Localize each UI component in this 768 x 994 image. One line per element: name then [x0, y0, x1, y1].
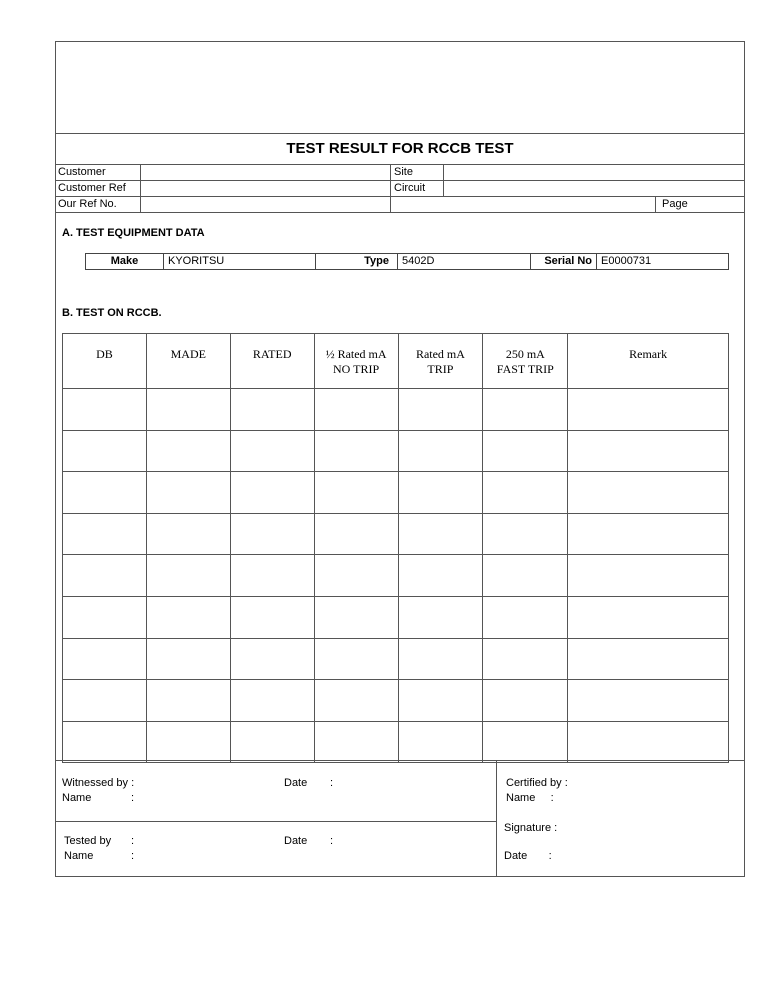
- rccb-test-table: [62, 333, 729, 763]
- table-cell[interactable]: [230, 389, 314, 431]
- table-row: [63, 430, 729, 472]
- table-cell[interactable]: [483, 555, 568, 597]
- table-cell[interactable]: [146, 472, 230, 514]
- table-cell[interactable]: [63, 430, 147, 472]
- table-cell[interactable]: [63, 555, 147, 597]
- column-header-text: 250 mA: [505, 347, 545, 361]
- table-cell[interactable]: [483, 680, 568, 722]
- customer-ref-label: Customer Ref: [58, 182, 126, 194]
- table-cell[interactable]: [568, 596, 729, 638]
- column-header: [63, 334, 147, 389]
- circuit-label: Circuit: [394, 182, 426, 194]
- customer-label: Customer: [58, 166, 106, 178]
- table-row: [63, 555, 729, 597]
- equipment-table: [85, 253, 729, 270]
- witness-date-label: Date: [284, 777, 308, 789]
- table-cell[interactable]: [314, 472, 398, 514]
- column-header-text: RATED: [252, 347, 292, 361]
- table-cell[interactable]: [146, 555, 230, 597]
- table-cell[interactable]: [483, 389, 568, 431]
- table-cell[interactable]: [314, 555, 398, 597]
- table-cell[interactable]: [314, 721, 398, 763]
- column-header: [398, 334, 483, 389]
- colon: :: [131, 792, 135, 804]
- table-cell[interactable]: [398, 389, 483, 431]
- table-cell[interactable]: [230, 430, 314, 472]
- table-cell[interactable]: [146, 513, 230, 555]
- table-cell[interactable]: [230, 472, 314, 514]
- table-cell[interactable]: [63, 389, 147, 431]
- table-cell[interactable]: [568, 513, 729, 555]
- table-row: [63, 721, 729, 763]
- colon: :: [131, 850, 135, 862]
- section-b-title: B. TEST ON RCCB.: [62, 307, 162, 319]
- colon: :: [330, 835, 334, 847]
- table-cell[interactable]: [230, 721, 314, 763]
- table-cell[interactable]: [146, 638, 230, 680]
- table-cell[interactable]: [63, 638, 147, 680]
- page-label: Page: [662, 198, 688, 210]
- serial-label: Serial No: [531, 254, 597, 269]
- table-row: [63, 638, 729, 680]
- type-label: Type: [316, 254, 398, 269]
- table-cell[interactable]: [483, 596, 568, 638]
- column-header-text: TRIP: [427, 362, 454, 376]
- witness-name-label: Name: [62, 792, 92, 804]
- column-header-text: MADE: [170, 347, 206, 361]
- table-cell[interactable]: [568, 389, 729, 431]
- page-title: TEST RESULT FOR RCCB TEST: [286, 140, 514, 157]
- column-header-text: FAST TRIP: [496, 362, 554, 376]
- table-cell[interactable]: [568, 680, 729, 722]
- table-cell[interactable]: [314, 430, 398, 472]
- signature-label: Signature :: [504, 822, 558, 834]
- table-cell[interactable]: [398, 555, 483, 597]
- table-cell[interactable]: [568, 430, 729, 472]
- table-cell[interactable]: [398, 513, 483, 555]
- table-cell[interactable]: [398, 680, 483, 722]
- colon: :: [131, 835, 135, 847]
- column-header: [314, 334, 398, 389]
- make-value: KYORITSU: [164, 254, 316, 269]
- table-cell[interactable]: [63, 472, 147, 514]
- table-cell[interactable]: [146, 721, 230, 763]
- type-value: 5402D: [398, 254, 531, 269]
- table-cell[interactable]: [230, 680, 314, 722]
- make-label: Make: [86, 254, 164, 269]
- table-cell[interactable]: [398, 430, 483, 472]
- table-cell[interactable]: [568, 721, 729, 763]
- column-header-text: DB: [96, 347, 113, 361]
- table-row: [63, 472, 729, 514]
- table-cell[interactable]: [314, 680, 398, 722]
- table-cell[interactable]: [568, 472, 729, 514]
- tested-name-label: Name: [64, 850, 94, 862]
- table-cell[interactable]: [230, 555, 314, 597]
- certified-by-label: Certified by :: [506, 777, 568, 789]
- table-cell[interactable]: [146, 389, 230, 431]
- column-header-text: Rated mA: [415, 347, 465, 361]
- certified-date-label: Date :: [504, 850, 552, 862]
- table-row: [63, 389, 729, 431]
- table-cell[interactable]: [568, 555, 729, 597]
- table-cell[interactable]: [230, 638, 314, 680]
- witnessed-by-label: Witnessed by :: [62, 777, 135, 789]
- section-a-title: A. TEST EQUIPMENT DATA: [62, 227, 205, 239]
- table-cell[interactable]: [483, 721, 568, 763]
- column-header: [483, 334, 568, 389]
- certified-name-label: Name :: [506, 792, 554, 804]
- table-cell[interactable]: [314, 638, 398, 680]
- table-cell[interactable]: [483, 430, 568, 472]
- table-row: [63, 596, 729, 638]
- table-cell[interactable]: [314, 513, 398, 555]
- column-header-text: Remark: [629, 347, 668, 361]
- serial-value: E0000731: [601, 255, 652, 267]
- table-cell[interactable]: [63, 513, 147, 555]
- table-cell[interactable]: [63, 721, 147, 763]
- table-row: [63, 680, 729, 722]
- column-header: [568, 334, 729, 389]
- table-cell[interactable]: [398, 596, 483, 638]
- table-cell[interactable]: [146, 430, 230, 472]
- colon: :: [330, 777, 334, 789]
- table-cell[interactable]: [314, 596, 398, 638]
- column-header: [230, 334, 314, 389]
- table-cell[interactable]: [483, 472, 568, 514]
- table-cell[interactable]: [483, 513, 568, 555]
- table-cell[interactable]: [63, 680, 147, 722]
- table-cell[interactable]: [398, 638, 483, 680]
- column-header-text: ½ Rated mA: [325, 347, 387, 361]
- tested-by-label: Tested by: [64, 835, 112, 847]
- site-label: Site: [394, 166, 413, 178]
- table-cell[interactable]: [398, 472, 483, 514]
- table-cell[interactable]: [63, 596, 147, 638]
- table-cell[interactable]: [230, 596, 314, 638]
- column-header-text: NO TRIP: [333, 362, 380, 376]
- table-cell[interactable]: [230, 513, 314, 555]
- tested-date-label: Date: [284, 835, 308, 847]
- our-ref-label: Our Ref No.: [58, 198, 117, 210]
- table-cell[interactable]: [568, 638, 729, 680]
- table-cell[interactable]: [398, 721, 483, 763]
- table-cell[interactable]: [146, 680, 230, 722]
- table-cell[interactable]: [483, 638, 568, 680]
- table-row: [63, 513, 729, 555]
- column-header: [146, 334, 230, 389]
- table-cell[interactable]: [314, 389, 398, 431]
- table-cell[interactable]: [146, 596, 230, 638]
